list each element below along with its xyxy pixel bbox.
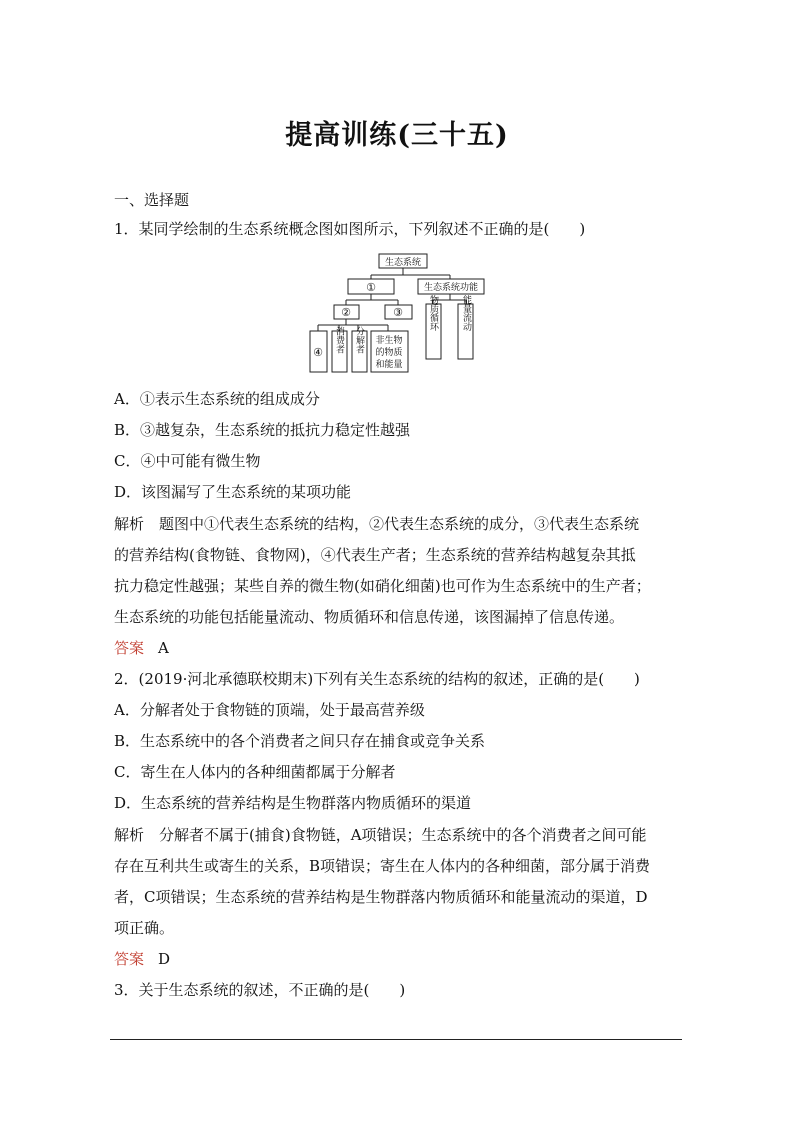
answer-label: 答案 xyxy=(114,950,145,968)
node-3: ③ xyxy=(393,306,403,319)
node-4: ④ xyxy=(313,346,323,359)
node-ecosystem-function: 生态系统功能 xyxy=(423,283,479,293)
q2-analysis-line: 项正确。 xyxy=(114,919,175,937)
q2-option-c: C．寄生在人体内的各种细菌都属于分解者 xyxy=(114,763,396,781)
q1-answer xyxy=(114,638,169,658)
node-1: ① xyxy=(366,281,376,294)
node-nonliving-line-2: 的物质 xyxy=(375,348,403,358)
answer-value: A xyxy=(158,639,169,657)
node-nonliving-line-1: 非生物 xyxy=(375,336,403,346)
q2-option-a: A．分解者处于食物链的顶端，处于最高营养级 xyxy=(114,701,425,719)
q2-analysis-line: 者，C项错误；生态系统的营养结构是生物群落内物质循环和能量流动的渠道，D xyxy=(114,888,648,906)
answer-value: D xyxy=(158,950,171,968)
q1-analysis-line: 生态系统的功能包括能量流动、物质循环和信息传递，该图漏掉了信息传递。 xyxy=(114,608,625,626)
node-2: ② xyxy=(341,306,351,319)
page-title: 提高训练(三十五) xyxy=(285,120,509,151)
node-consumer: 消费者 xyxy=(334,326,344,354)
question-2-stem: 2．(2019·河北承德联校期末)下列有关生态系统的结构的叙述，正确的是( ) xyxy=(114,670,640,688)
node-nonliving-line-3: 和能量 xyxy=(375,360,403,370)
node-ecosystem: 生态系统 xyxy=(384,258,422,268)
node-material-cycle: 物质循环 xyxy=(428,295,438,331)
q1-analysis-line: 解析 题图中①代表生态系统的结构，②代表生态系统的成分，③代表生态系统 xyxy=(114,515,640,533)
q1-option-b: B．③越复杂，生态系统的抵抗力稳定性越强 xyxy=(114,421,411,439)
node-energy-flow: 能量流动 xyxy=(461,295,471,331)
q1-option-a: A．①表示生态系统的组成成分 xyxy=(114,390,320,408)
q2-option-b: B．生态系统中的各个消费者之间只存在捕食或竞争关系 xyxy=(114,732,486,750)
question-3-stem: 3．关于生态系统的叙述，不正确的是( ) xyxy=(114,981,406,999)
q1-option-c: C．④中可能有微生物 xyxy=(114,452,261,470)
q1-option-d: D．该图漏写了生态系统的某项功能 xyxy=(114,483,352,501)
ecosystem-concept-diagram xyxy=(0,248,794,378)
answer-label: 答案 xyxy=(114,639,145,657)
node-decomposer: 分解者 xyxy=(354,326,364,354)
q2-analysis-line: 解析 分解者不属于(捕食)食物链，A项错误；生态系统中的各个消费者之间可能 xyxy=(114,826,647,844)
q1-analysis-line: 的营养结构(食物链、食物网)，④代表生产者；生态系统的营养结构越复杂其抵 xyxy=(114,546,636,564)
q2-analysis-line: 存在互利共生或寄生的关系，B项错误；寄生在人体内的各种细菌，部分属于消费 xyxy=(114,857,651,875)
q2-answer xyxy=(114,949,170,969)
footer-divider xyxy=(110,1039,682,1040)
q2-option-d: D．生态系统的营养结构是生物群落内物质循环的渠道 xyxy=(114,794,472,812)
q1-analysis-line: 抗力稳定性越强；某些自养的微生物(如硝化细菌)也可作为生态系统中的生产者； xyxy=(114,577,651,595)
section-heading: 一、选择题 xyxy=(114,191,190,209)
question-1-stem: 1．某同学绘制的生态系统概念图如图所示，下列叙述不正确的是( ) xyxy=(114,220,586,238)
